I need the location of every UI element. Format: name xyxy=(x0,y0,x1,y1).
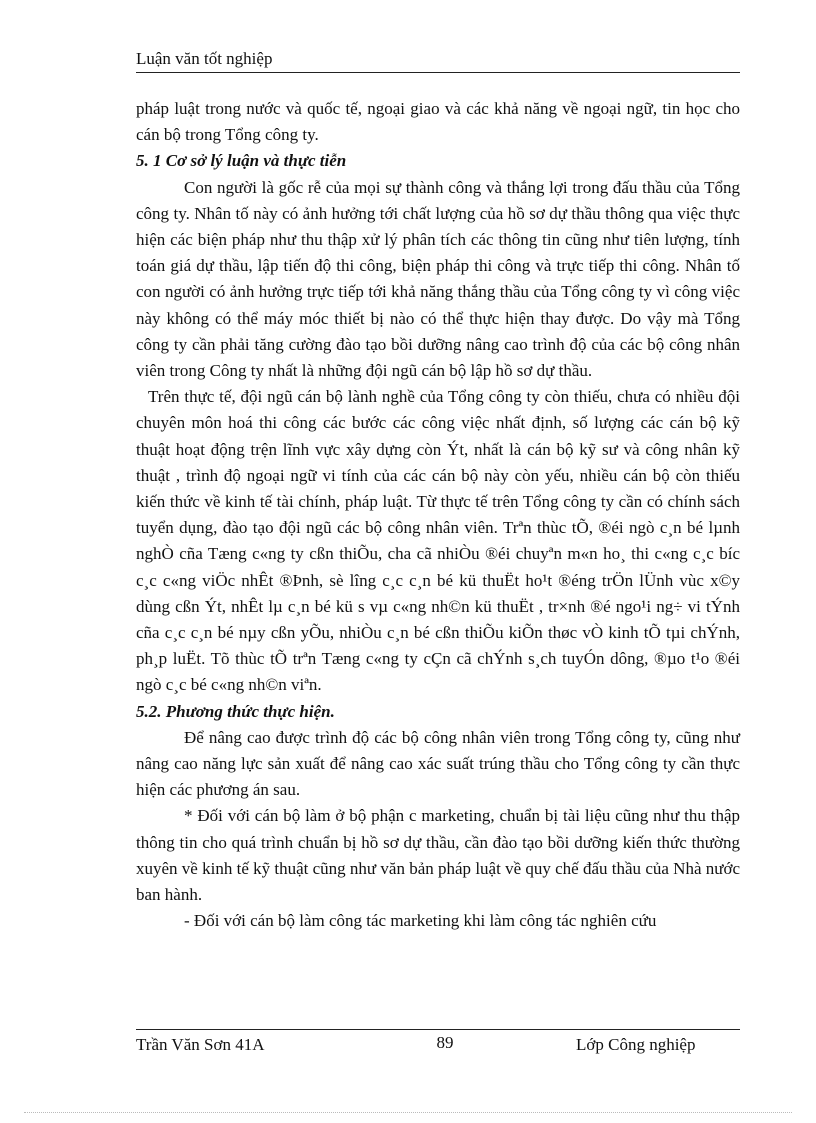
document-body xyxy=(136,96,740,935)
paragraph-implementation: Để nâng cao được trình độ các bộ công nhân viên trong Tổng công ty, cũng như nâng cao năng lực sản xuất để nâng cao xác suất trúng thầu cho Tổng công ty cần thực hiện các phương án sau. xyxy=(136,727,740,800)
page-header xyxy=(136,48,740,73)
header-title: Luận văn tốt nghiệp xyxy=(136,49,273,68)
section-heading-5-2: 5.2. Phương thức thực hiện. xyxy=(136,701,335,721)
page-number: 89 xyxy=(436,1033,454,1052)
paragraph-human-factor: Con người là gốc rễ của mọi sự thành công và thắng lợi trong đấu thầu của Tổng công ty. Nhân tố này có ảnh hưởng tới chất lượng của hồ sơ dự thầu thông qua việc thực hiện các biện pháp như thu thập xử lý phân tích các thông tin cũng như tiên lượng, tính toán giá dự thầu, lập tiến độ thi công, biện pháp thi công và trực tiếp thi công. Nhân tố con người có ảnh hưởng trực tiếp tới khả năng thắng thầu của Tổng công ty vì công việc này không có thể máy móc thiết bị nào có thể thực hiện thay được. Do vậy mà Tổng công ty cần phải tăng cường đào tạo bồi dưỡng nâng cao trình độ của các bộ công nhân viên trong Công ty nhất là những đội ngũ cán bộ lập hồ sơ dự thầu. xyxy=(136,177,740,381)
paragraph-intro: pháp luật trong nước và quốc tế, ngoại giao và các khả năng về ngoại ngữ, tin học cho cán bộ trong Tổng công ty. xyxy=(136,99,740,145)
page-bottom-edge xyxy=(24,1112,792,1113)
footer-divider xyxy=(136,1029,740,1030)
paragraph-marketing-staff: * Đối với cán bộ làm ở bộ phận c marketing, chuẩn bị tài liệu cũng như thu thập thông tin cho quá trình chuẩn bị hồ sơ dự thầu, cần đào tạo bồi dưỡng kiến thức thường xuyên về kinh tế kỹ thuật cũng như văn bản pháp luật về quy chế đấu thầu của Nhà nước ban hành. xyxy=(136,806,740,905)
footer-class: Lớp Công nghiệp xyxy=(576,1035,696,1054)
paragraph-staff-reality: Trên thực tế, đội ngũ cán bộ lành nghề của Tổng công ty còn thiếu, chưa có nhiều đội chuyên môn hoá thi công các bước các công việc nhất định, số lượng các cán bộ kỹ thuật hoạt động trện lĩnh vực xây dựng còn Ýt, nhất là cán bộ kỹ sư và công nhân kỹ thuật , trình độ ngoại ngữ vi tính của các cán bộ này còn yếu, nhiều cán bộ còn thiếu kiến thức về kinh tế tài chính, pháp luật. Từ thực tế trên Tổng công ty cần có chính sách tuyển dụng, đào tạo đội ngũ các bộ công nhân viên. Trªn thùc tÕ, ®éi ngò c¸n bé lµnh nghÒ cña Tæng c«ng ty cßn thiÕu, cha cã nhiÒu ®éi chuyªn m«n ho¸ thi c«ng c¸c bíc c¸c c«ng viÖc nhÊt ®Þnh, sè lîng c¸c c¸n bé kü thuËt ho¹t ®éng trÖn lÜnh vùc x©y dùng cßn Ýt, nhÊt lµ c¸n bé kü s vµ c«ng nh©n kü thuËt , tr×nh ®é ngo¹i ng÷ vi tÝnh cña c¸c c¸n bé nµy cßn yÕu, nhiÒu c¸n bé cßn thiÕu kiÕn thøc vÒ kinh tÕ tµi chÝnh, ph¸p luËt. Tõ thùc tÕ trªn Tæng c«ng ty cÇn cã chÝnh s¸ch tuyÓn dông, ®µo t¹o ®éi ngò c¸c bé c«ng nh©n viªn. xyxy=(136,387,740,695)
paragraph-marketing-research: - Đối với cán bộ làm công tác marketing khi làm công tác nghiên cứu xyxy=(184,911,657,931)
section-heading-5-1: 5. 1 Cơ sở lý luận và thực tiễn xyxy=(136,151,347,171)
footer-author: Trần Văn Sơn 41A xyxy=(136,1035,265,1054)
